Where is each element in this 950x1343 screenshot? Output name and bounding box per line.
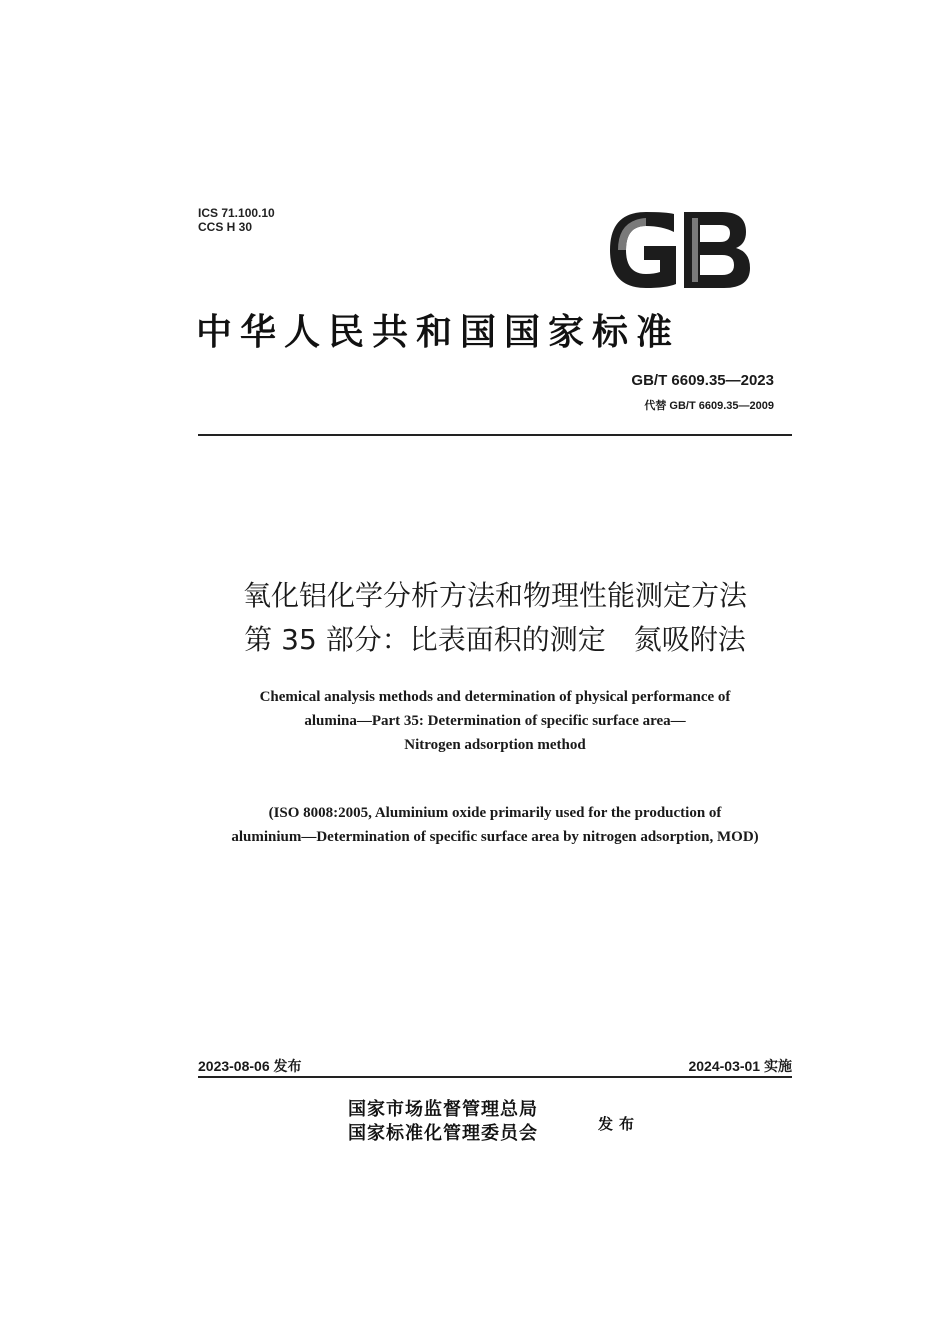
issuer-name: 国家标准化管理委员会 [348, 1123, 538, 1144]
national-standard-title: 中华人民共和国国家标准 [196, 311, 681, 353]
chinese-title-line-2: 第 35 部分：比表面积的测定 氮吸附法 [244, 623, 746, 656]
english-title [150, 685, 840, 757]
issue-date: 2023-08-06 发布 [198, 1058, 302, 1074]
issuer-name: 国家市场监督管理总局 [348, 1099, 538, 1120]
standard-number: GB/T 6609.35—2023 [631, 372, 774, 389]
classification-codes [198, 206, 275, 234]
chinese-title-line-1: 氧化铝化学分析方法和物理性能测定方法 [242, 579, 747, 612]
iso-reference-line: (ISO 8008:2005, Aluminium oxide primarily used for the production of [268, 805, 722, 821]
english-title-line: alumina—Part 35: Determination of specific surface area— [304, 713, 686, 729]
issuing-authorities [348, 1098, 538, 1146]
publish-label: 发布 [598, 1115, 641, 1133]
ics-code: ICS 71.100.10 [198, 206, 275, 220]
iso-reference [150, 801, 840, 849]
effective-date: 2024-03-01 实施 [688, 1058, 792, 1074]
iso-reference-line: aluminium—Determination of specific surface area by nitrogen adsorption, MOD) [231, 829, 759, 845]
footer-divider [198, 1076, 792, 1078]
header-divider [198, 434, 792, 436]
replaced-standard: 代替 GB/T 6609.35—2009 [644, 400, 774, 412]
ccs-code: CCS H 30 [198, 220, 253, 234]
english-title-line: Nitrogen adsorption method [404, 737, 586, 753]
english-title-line: Chemical analysis methods and determination of physical performance of [259, 689, 731, 705]
gb-logo [606, 210, 752, 290]
